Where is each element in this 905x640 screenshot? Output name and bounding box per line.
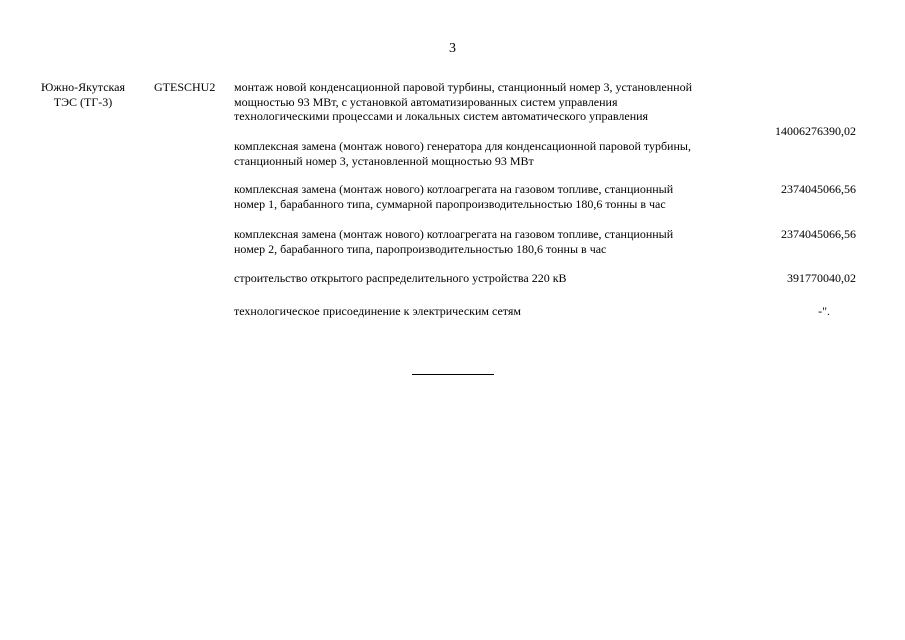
measure-line: комплексная замена (монтаж нового) генератора для конденсационной паровой турбины, [234, 139, 691, 153]
measure-amount: 2374045066,56 [781, 227, 856, 241]
measure-line: номер 2, барабанного типа, паропроизводительностью 180,6 тонны в час [234, 241, 607, 256]
station-name [28, 80, 138, 109]
station-name-line: Южно-Якутская [40, 80, 126, 94]
measure-item [234, 139, 691, 168]
measure-item [234, 271, 567, 286]
measure-line: комплексная замена (монтаж нового) котлоагрегата на газовом топливе, станционный [234, 227, 674, 241]
measure-line: комплексная замена (монтаж нового) котлоагрегата на газовом топливе, станционный [234, 182, 674, 196]
page-number: 3 [449, 41, 456, 56]
combined-amount: 14006276390,02 [775, 124, 856, 138]
project-code: GTESCHU2 [154, 80, 216, 94]
measure-line: технологическое присоединение к электрическим сетям [234, 304, 522, 318]
measure-line: монтаж новой конденсационной паровой турбины, станционный номер 3, установленной [234, 80, 693, 94]
measure-amount: 391770040,02 [787, 271, 856, 285]
measure-item [234, 227, 673, 256]
measure-item [234, 304, 521, 319]
measure-item [234, 182, 673, 211]
end-divider [412, 374, 494, 375]
station-name-line: ТЭС (ТГ-3) [53, 94, 113, 109]
measure-line: строительство открытого распределительного устройства 220 кВ [234, 271, 567, 285]
measure-line: станционный номер 3, установленной мощностью 93 МВт [234, 153, 534, 168]
measure-amount: 2374045066,56 [781, 182, 856, 196]
measure-item [234, 80, 692, 124]
measure-line: мощностью 93 МВт, с установкой автоматизированных систем управления [234, 94, 618, 109]
measure-line: номер 1, барабанного типа, суммарной паропроизводительностью 180,6 тонны в час [234, 196, 666, 211]
measure-line: технологическими процессами и локальных систем автоматического управления [234, 109, 649, 123]
measure-amount: -". [818, 304, 830, 318]
